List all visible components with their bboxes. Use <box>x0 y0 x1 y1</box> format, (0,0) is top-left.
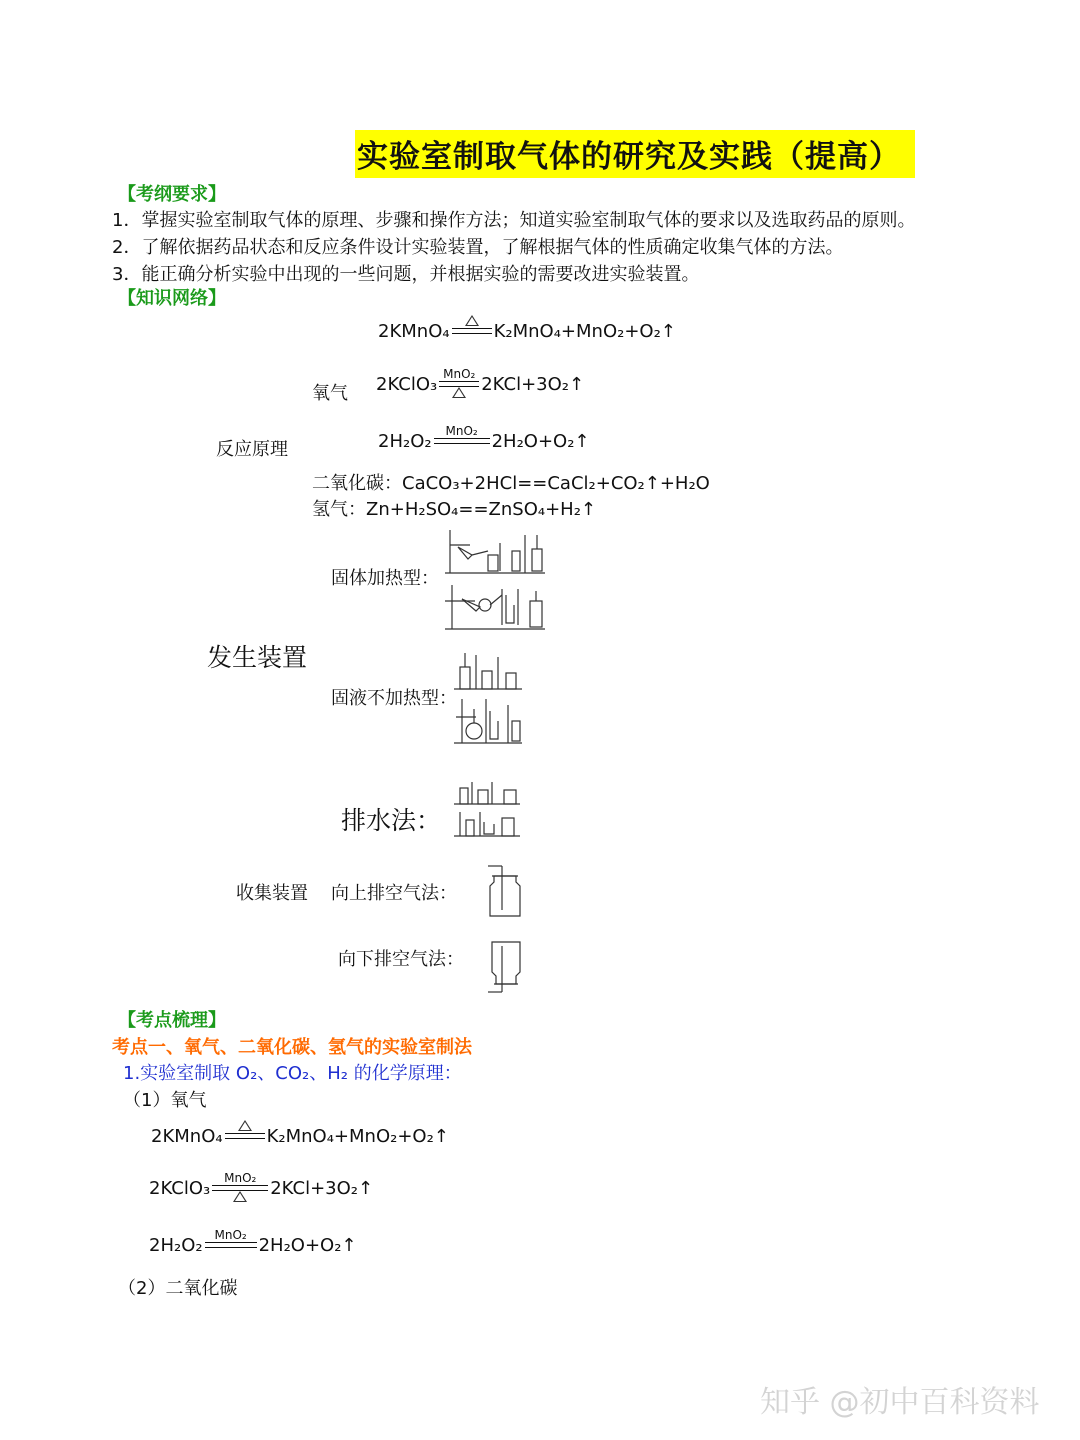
reaction-left: 2H₂O₂ <box>378 430 432 452</box>
reaction-right: 2KCl+3O₂↑ <box>481 373 585 395</box>
requirement-3: 3．能正确分析实验中出现的一些问题，并根据实验的需要改进实验装置。 <box>112 264 700 285</box>
reaction-condition <box>434 425 490 457</box>
reaction-right: 2H₂O+O₂↑ <box>491 430 590 452</box>
water-method-label: 排水法： <box>341 806 442 835</box>
section-outline-heading: 【考纲要求】 <box>118 184 226 205</box>
reaction-condition <box>212 1172 268 1204</box>
heat-triangle-icon <box>465 315 479 328</box>
oxygen-label: 氧气 <box>312 383 348 404</box>
principle-label: 反应原理 <box>216 439 288 460</box>
solid-heat-apparatus-icon <box>440 525 552 635</box>
point1-heading: 考点一、氧气、二氧化碳、氢气的实验室制法 <box>112 1037 472 1058</box>
solid-heat-label: 固体加热型： <box>331 568 439 589</box>
section-points-heading: 【考点梳理】 <box>118 1010 226 1031</box>
catalyst-label: MnO₂ <box>445 424 478 438</box>
page-title: 实验室制取气体的研究及实践（提高） <box>355 130 915 178</box>
network-reaction-kmno4 <box>378 315 676 347</box>
reaction-left: 2KMnO₄ <box>151 1125 223 1147</box>
reaction-right: 2KCl+3O₂↑ <box>270 1177 374 1199</box>
reaction-condition <box>225 1120 265 1152</box>
heat-triangle-icon <box>233 1191 247 1204</box>
reaction-condition <box>439 368 479 400</box>
solid-liquid-label: 固液不加热型： <box>331 688 457 709</box>
watermark: 知乎 @初中百科资料 <box>760 1385 1040 1420</box>
downward-air-bottle-icon <box>484 938 526 996</box>
heat-triangle-icon <box>452 387 466 400</box>
co2-subheading: （2）二氧化碳 <box>118 1278 238 1299</box>
heat-triangle-icon <box>238 1120 252 1133</box>
upward-air-bottle-icon <box>484 862 526 920</box>
point-reaction-h2o2 <box>149 1229 357 1261</box>
catalyst-label: MnO₂ <box>443 367 476 381</box>
upward-air-label: 向上排空气法： <box>331 883 457 904</box>
point-reaction-kmno4 <box>151 1120 449 1152</box>
network-reaction-kclo3 <box>376 368 584 400</box>
requirement-2: 2．了解依据药品状态和反应条件设计实验装置，了解根据气体的性质确定收集气体的方法。 <box>112 237 844 258</box>
reaction-left: 2KClO₃ <box>149 1177 211 1199</box>
catalyst-label: MnO₂ <box>224 1171 257 1185</box>
reaction-right: 2H₂O+O₂↑ <box>258 1234 357 1256</box>
collect-label: 收集装置 <box>236 883 308 904</box>
point1-subheading: 1.实验室制取 O₂、CO₂、H₂ 的化学原理： <box>123 1063 462 1084</box>
section-network-heading: 【知识网络】 <box>118 288 226 309</box>
reaction-left: 2KClO₃ <box>376 373 438 395</box>
downward-air-label: 向下排空气法： <box>338 949 464 970</box>
h2-reaction: 氢气：Zn+H₂SO₄==ZnSO₄+H₂↑ <box>312 499 597 520</box>
solid-liquid-apparatus-icon <box>452 647 524 747</box>
reaction-right: K₂MnO₄+MnO₂+O₂↑ <box>493 320 676 342</box>
generator-label: 发生装置 <box>207 643 308 672</box>
water-method-apparatus-icon <box>452 778 522 840</box>
point-reaction-kclo3 <box>149 1172 373 1204</box>
co2-reaction: 二氧化碳：CaCO₃+2HCl==CaCl₂+CO₂↑+H₂O <box>312 473 710 494</box>
reaction-left: 2H₂O₂ <box>149 1234 203 1256</box>
reaction-condition <box>452 315 492 347</box>
reaction-condition <box>205 1229 257 1261</box>
requirement-1: 1．掌握实验室制取气体的原理、步骤和操作方法；知道实验室制取气体的要求以及选取药品的原则。 <box>112 210 916 231</box>
network-reaction-h2o2 <box>378 425 590 457</box>
reaction-left: 2KMnO₄ <box>378 320 450 342</box>
oxygen-subheading: （1）氧气 <box>123 1090 207 1111</box>
catalyst-label: MnO₂ <box>214 1228 247 1242</box>
reaction-right: K₂MnO₄+MnO₂+O₂↑ <box>266 1125 449 1147</box>
